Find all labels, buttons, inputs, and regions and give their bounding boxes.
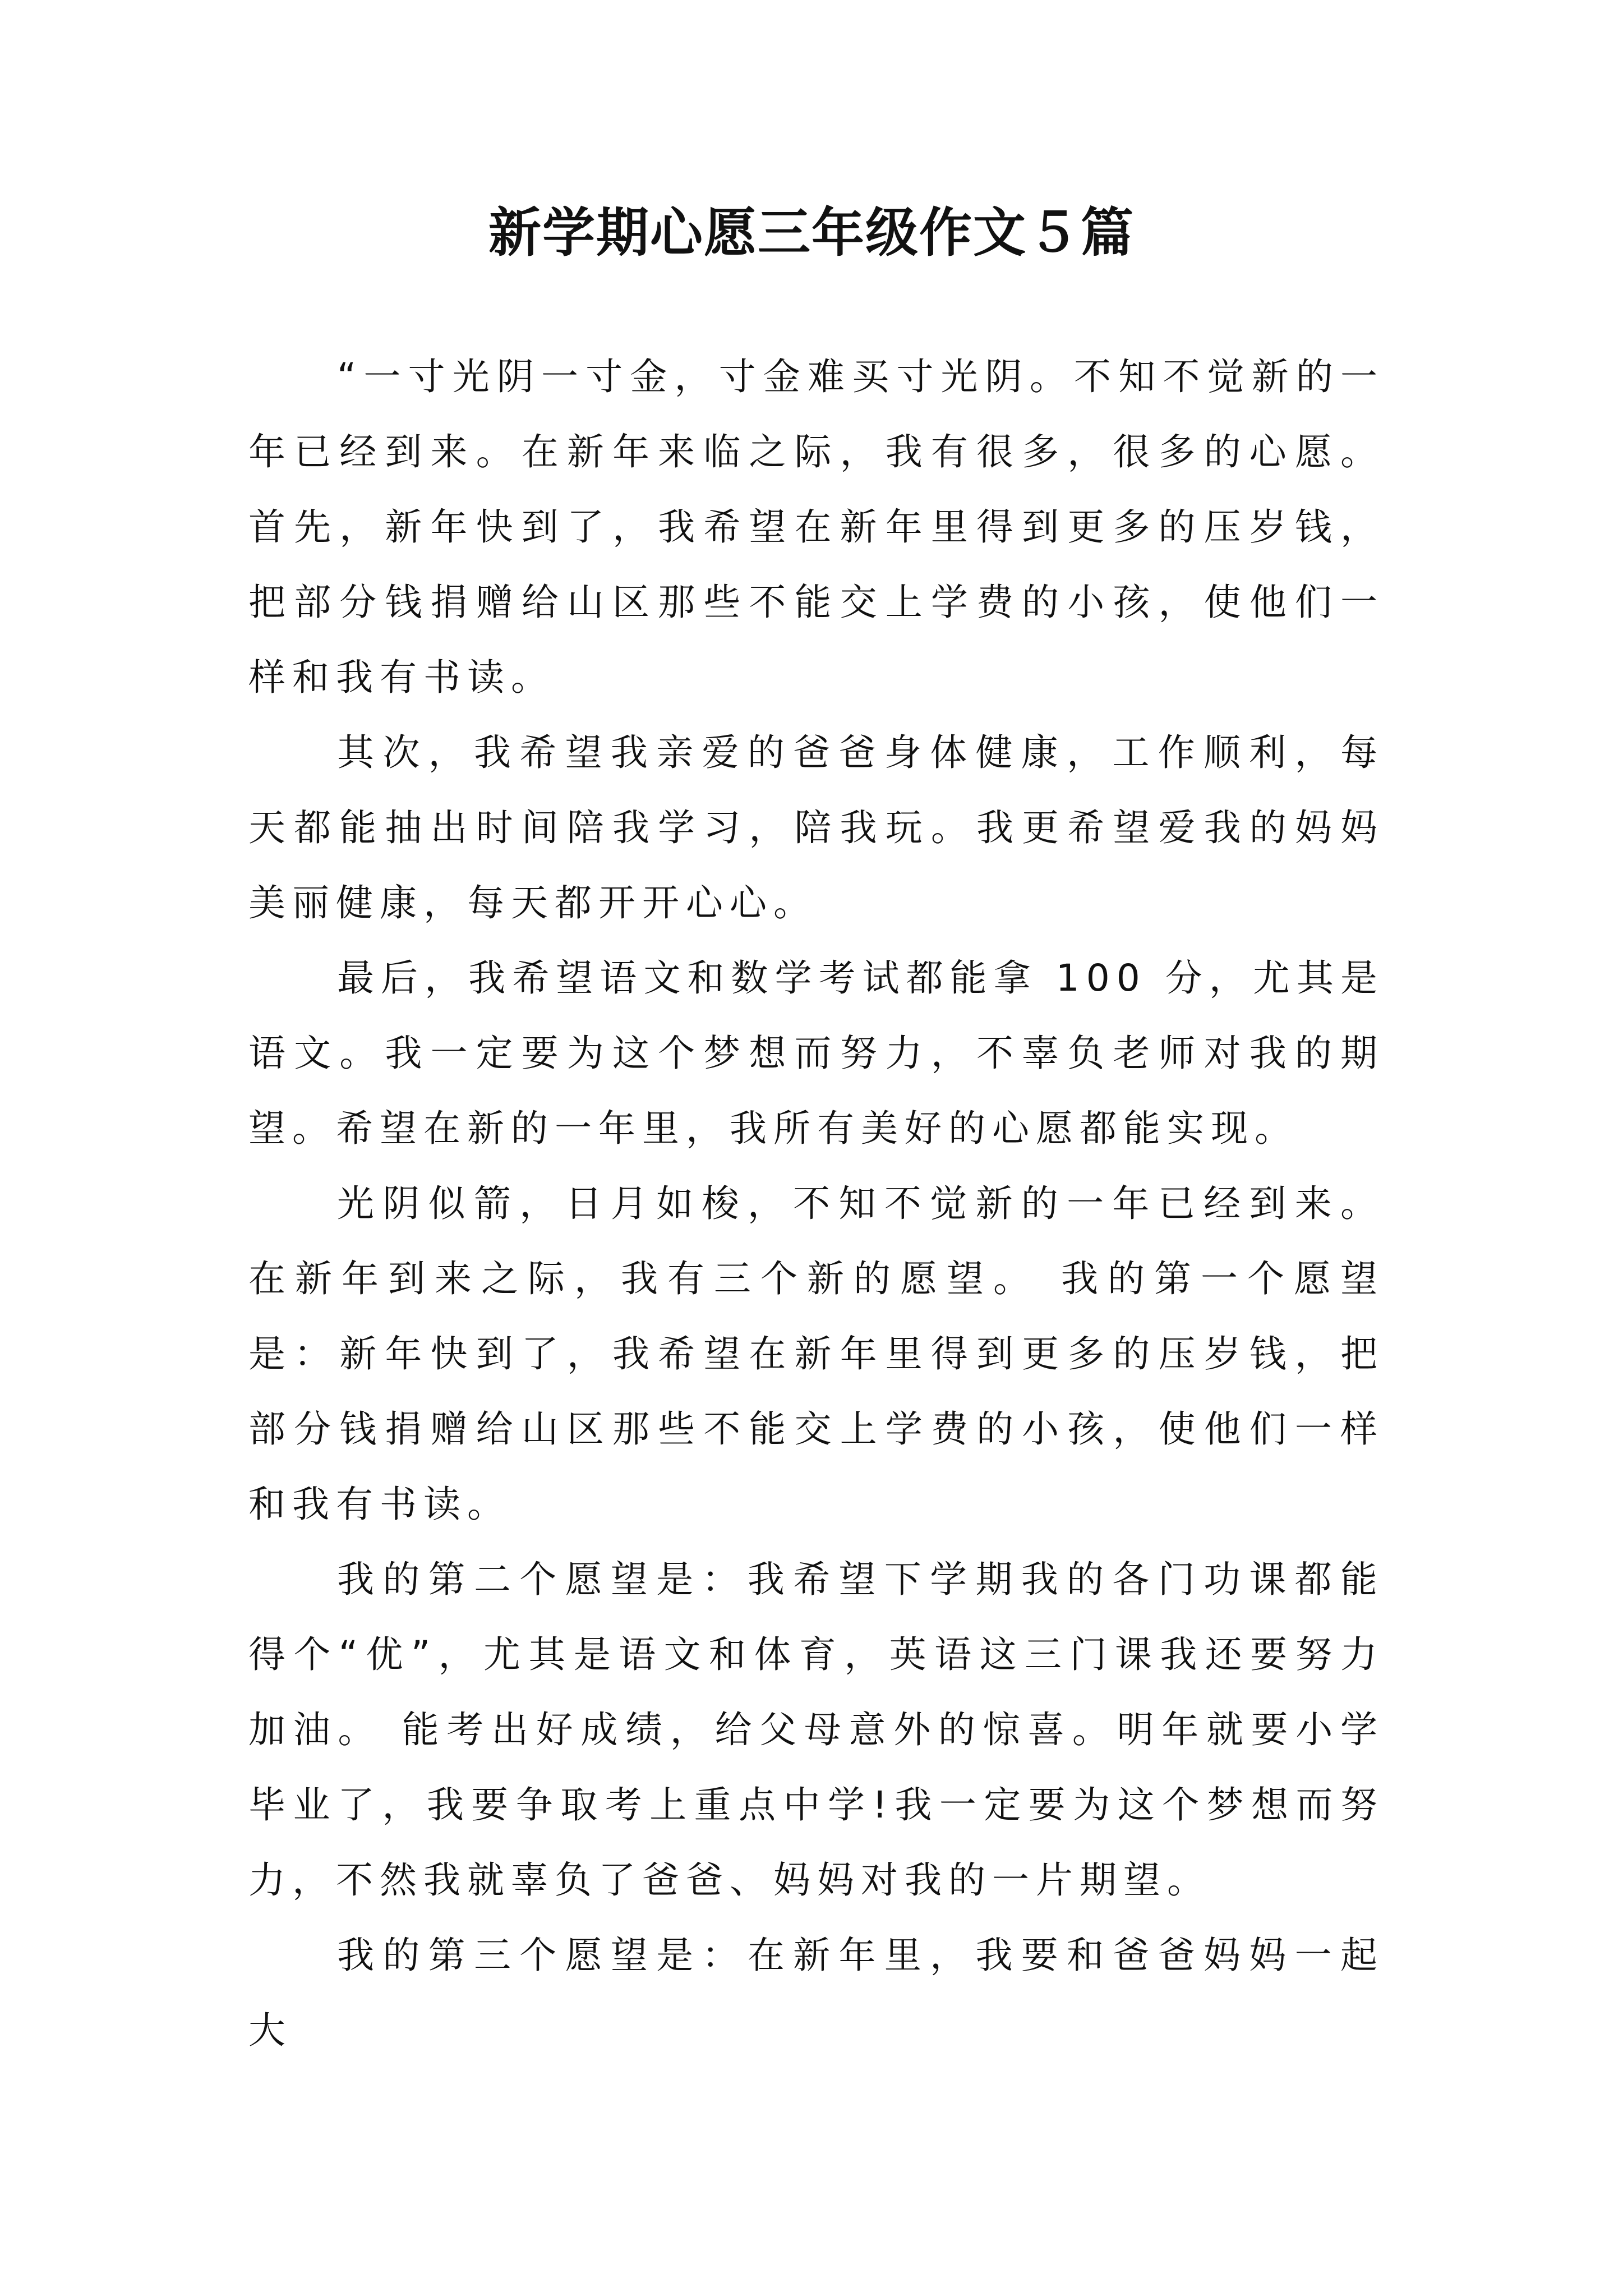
paragraph-6: 我的第三个愿望是：在新年里，我要和爸爸妈妈一起大 (248, 1934, 1384, 2052)
paragraph-5: 我的第二个愿望是：我希望下学期我的各门功课都能得个“优”，尤其是语文和体育，英语这三门课我还要努力加油。 能考出好成绩，给父母意外的惊喜。明年就要小学毕业了，我要争取考上重点中学!我一定要为这个梦想而努力，不然我就辜负了爸爸、妈妈对我的一片期望。 (248, 1558, 1384, 1902)
document-body (248, 339, 1384, 2068)
document-title: 新学期心愿三年级作文５篇 (488, 202, 1135, 264)
paragraph-4: 光阴似箭，日月如梭，不知不觉新的一年已经到来。在新年到来之际，我有三个新的愿望。 我的第一个愿望是：新年快到了，我希望在新年里得到更多的压岁钱，把部分钱捐赠给山区那些不能交上学费的小孩，使他们一样和我有书读。 (248, 1182, 1384, 1526)
paragraph-3: 最后，我希望语文和数学考试都能拿 100 分，尤其是语文。我一定要为这个梦想而努力，不辜负老师对我的期望。希望在新的一年里，我所有美好的心愿都能实现。 (248, 956, 1384, 1150)
paragraph-2: 其次，我希望我亲爱的爸爸身体健康，工作顺利，每天都能抽出时间陪我学习，陪我玩。我更希望爱我的妈妈美丽健康，每天都开开心心。 (248, 731, 1384, 924)
paragraph-1: “一寸光阴一寸金，寸金难买寸光阴。不知不觉新的一年已经到来。在新年来临之际，我有很多，很多的心愿。首先，新年快到了，我希望在新年里得到更多的压岁钱，把部分钱捐赠给山区那些不能交上学费的小孩，使他们一样和我有书读。 (248, 355, 1384, 699)
